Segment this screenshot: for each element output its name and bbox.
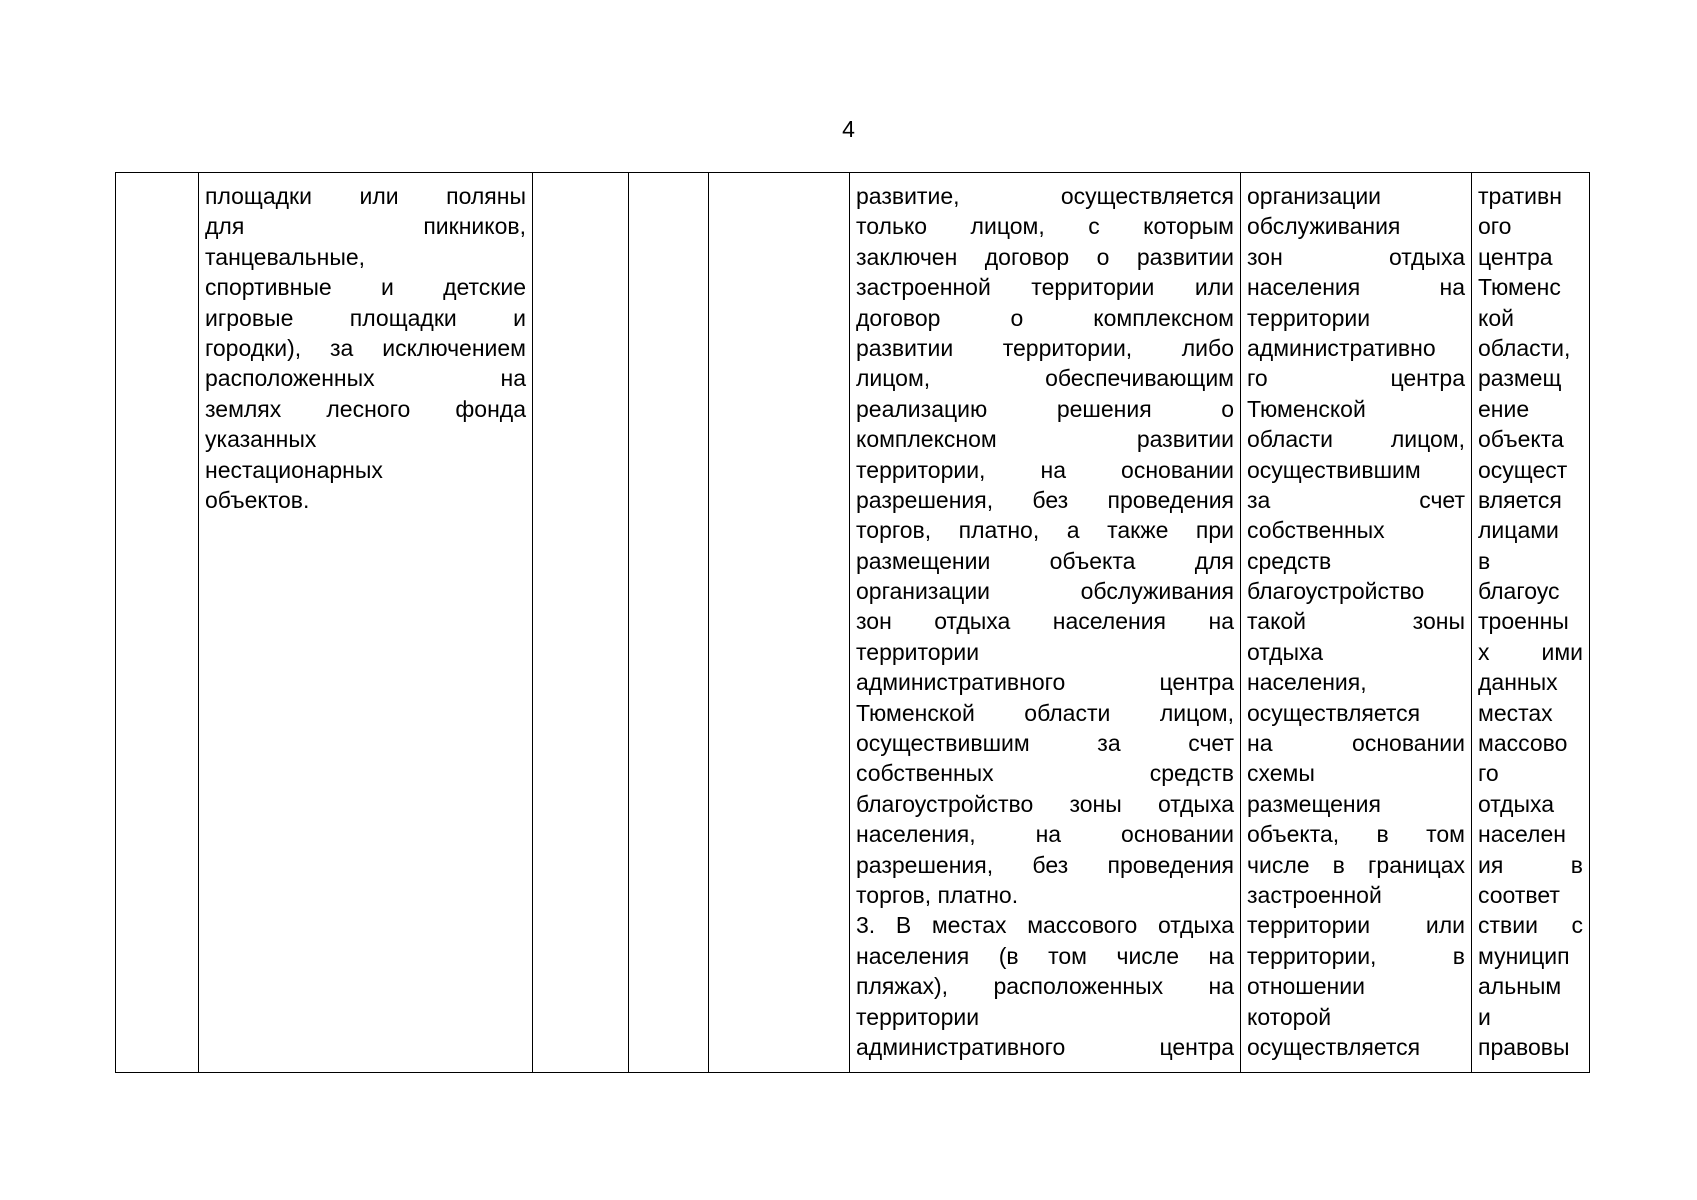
cell-text-line: лицами <box>1478 517 1559 544</box>
cell-text-line: лицом, обеспечивающим <box>856 365 1234 392</box>
cell-text-line: благоустройство <box>1247 578 1425 605</box>
cell-text-line: альным <box>1478 973 1562 1000</box>
table-cell-col5 <box>709 173 850 1073</box>
table-cell-col3 <box>533 173 629 1073</box>
cell-text-line: спортивные и детские <box>205 274 526 301</box>
cell-text-line: данных <box>1478 669 1558 696</box>
cell-text-line: осущест <box>1478 456 1568 483</box>
cell-text-line: размещения <box>1247 790 1381 817</box>
cell-text-line: разрешения, без проведения <box>856 486 1234 513</box>
cell-text-line: заключен договор о развитии <box>856 243 1234 270</box>
cell-text-line: отдыха <box>1478 790 1555 817</box>
cell-text-line: населения, на основании <box>856 821 1234 848</box>
cell-text-line: населения на <box>1247 274 1465 301</box>
cell-text-line: территории <box>856 638 980 665</box>
cell-text-line: договор о комплексном <box>856 304 1234 331</box>
cell-text-line: соответ <box>1478 881 1560 908</box>
cell-text-line: нестационарных <box>205 456 383 483</box>
cell-text-line: торгов, платно, а также при <box>856 517 1234 544</box>
cell-text-line: объекта, в том <box>1247 821 1465 848</box>
cell-text-line: тративн <box>1478 183 1562 209</box>
cell-text-line: Тюменской <box>1247 395 1366 422</box>
cell-text-line: административного центра <box>856 669 1234 696</box>
cell-text-line: развитие, осуществляется <box>856 183 1234 209</box>
cell-text-line: х ими <box>1478 638 1583 665</box>
cell-text-line: территории, в <box>1247 942 1465 969</box>
cell-text-line: муницип <box>1478 942 1570 969</box>
cell-text-line: организации <box>1247 183 1382 209</box>
cell-text-line: собственных средств <box>856 760 1234 787</box>
cell-text-line: объектов. <box>205 486 310 513</box>
cell-text-line: зон отдыха населения на <box>856 608 1234 635</box>
cell-text-line: отдыха <box>1247 638 1324 665</box>
cell-text-line: Тюменс <box>1478 274 1561 301</box>
cell-text-line: торгов, платно. <box>856 881 1019 908</box>
cell-text-line: в <box>1478 547 1491 574</box>
cell-text-line: ствии с <box>1478 912 1583 939</box>
cell-text-line: размещении объекта для <box>856 547 1234 574</box>
cell-text-line: территории <box>856 1003 980 1030</box>
page-number: 4 <box>842 116 855 142</box>
cell-text-line: правовы <box>1478 1033 1570 1060</box>
cell-text-line: пляжах), расположенных на <box>856 973 1234 1000</box>
cell-text-line: осуществившим <box>1247 456 1421 483</box>
cell-text-line: населен <box>1478 821 1566 848</box>
table-row <box>116 173 1590 1073</box>
cell-text-line: обслуживания <box>1247 213 1401 240</box>
cell-text-line: числе в границах <box>1247 851 1465 878</box>
table-cell-col1 <box>116 173 199 1073</box>
cell-text-line: осуществившим за счет <box>856 730 1234 757</box>
cell-text-line: разрешения, без проведения <box>856 851 1234 878</box>
cell-text-line: территории <box>1247 304 1371 331</box>
cell-text-line: объекта <box>1478 426 1564 453</box>
cell-text-line: схемы <box>1247 760 1315 787</box>
cell-text-line: территории или <box>1247 912 1465 939</box>
cell-text-line: го центра <box>1247 365 1465 392</box>
cell-text-line: территории, на основании <box>856 456 1234 483</box>
cell-text-line: осуществляется <box>1247 1033 1421 1060</box>
cell-text-line: населения (в том числе на <box>856 942 1234 969</box>
cell-text-line: 3. В местах массового отдыха <box>856 912 1234 939</box>
cell-text-line: только лицом, с которым <box>856 213 1234 240</box>
cell-text-line: указанных <box>205 426 317 453</box>
cell-text-line: развитии территории, либо <box>856 334 1234 361</box>
cell-text-line: землях лесного фонда <box>205 395 526 422</box>
cell-text-line: кой <box>1478 304 1514 331</box>
regulation-table <box>115 172 1590 1073</box>
cell-text-line: области, <box>1478 334 1571 361</box>
cell-text-line: благоус <box>1478 578 1560 605</box>
cell-text-line: комплексном развитии <box>856 426 1234 453</box>
cell-text-line: которой <box>1247 1003 1332 1030</box>
cell-text-line: ого <box>1478 213 1512 240</box>
cell-text-line: на основании <box>1247 730 1465 757</box>
cell-text-line: для пикников, <box>205 213 526 240</box>
table-cell-col6 <box>850 173 1241 1073</box>
table-cell-col4 <box>629 173 709 1073</box>
table-cell-col2 <box>199 173 533 1073</box>
cell-text-line: зон отдыха <box>1247 243 1465 270</box>
cell-text-line: игровые площадки и <box>205 304 526 331</box>
cell-text-line: благоустройство зоны отдыха <box>856 790 1234 817</box>
cell-text-line: отношении <box>1247 973 1365 1000</box>
cell-text-line: средств <box>1247 547 1332 574</box>
cell-text-line: массово <box>1478 730 1568 757</box>
cell-text-line: размещ <box>1478 365 1562 392</box>
cell-text-line: организации обслуживания <box>856 578 1234 605</box>
cell-text-line: местах <box>1478 699 1553 726</box>
cell-text-line: и <box>1478 1003 1491 1030</box>
cell-text-line: собственных <box>1247 517 1385 544</box>
cell-text-line: ение <box>1478 395 1530 422</box>
cell-text-line: реализацию решения о <box>856 395 1234 422</box>
cell-text-line: области лицом, <box>1247 426 1465 453</box>
table-cell-col8 <box>1472 173 1590 1073</box>
cell-text-line: административного центра <box>856 1033 1234 1060</box>
cell-text-line: центра <box>1478 243 1553 270</box>
cell-text-line: застроенной <box>1247 881 1382 908</box>
cell-text-line: застроенной территории или <box>856 274 1234 301</box>
cell-text-line: населения, <box>1247 669 1367 696</box>
cell-text-line: городки), за исключением <box>205 334 526 361</box>
cell-text-line: Тюменской области лицом, <box>856 699 1234 726</box>
cell-text-line: го <box>1478 760 1499 787</box>
cell-text-line: вляется <box>1478 486 1562 513</box>
cell-text-line: площадки или поляны <box>205 183 526 209</box>
cell-text-line: танцевальные, <box>205 243 366 270</box>
cell-text-line: расположенных на <box>205 365 526 392</box>
cell-text-line: административно <box>1247 334 1436 361</box>
table-cell-col7 <box>1241 173 1472 1073</box>
cell-text-line: такой зоны <box>1247 608 1465 635</box>
cell-text-line: осуществляется <box>1247 699 1421 726</box>
cell-text-line: ия в <box>1478 851 1583 878</box>
cell-text-line: за счет <box>1247 486 1465 513</box>
cell-text-line: троенны <box>1478 608 1569 635</box>
